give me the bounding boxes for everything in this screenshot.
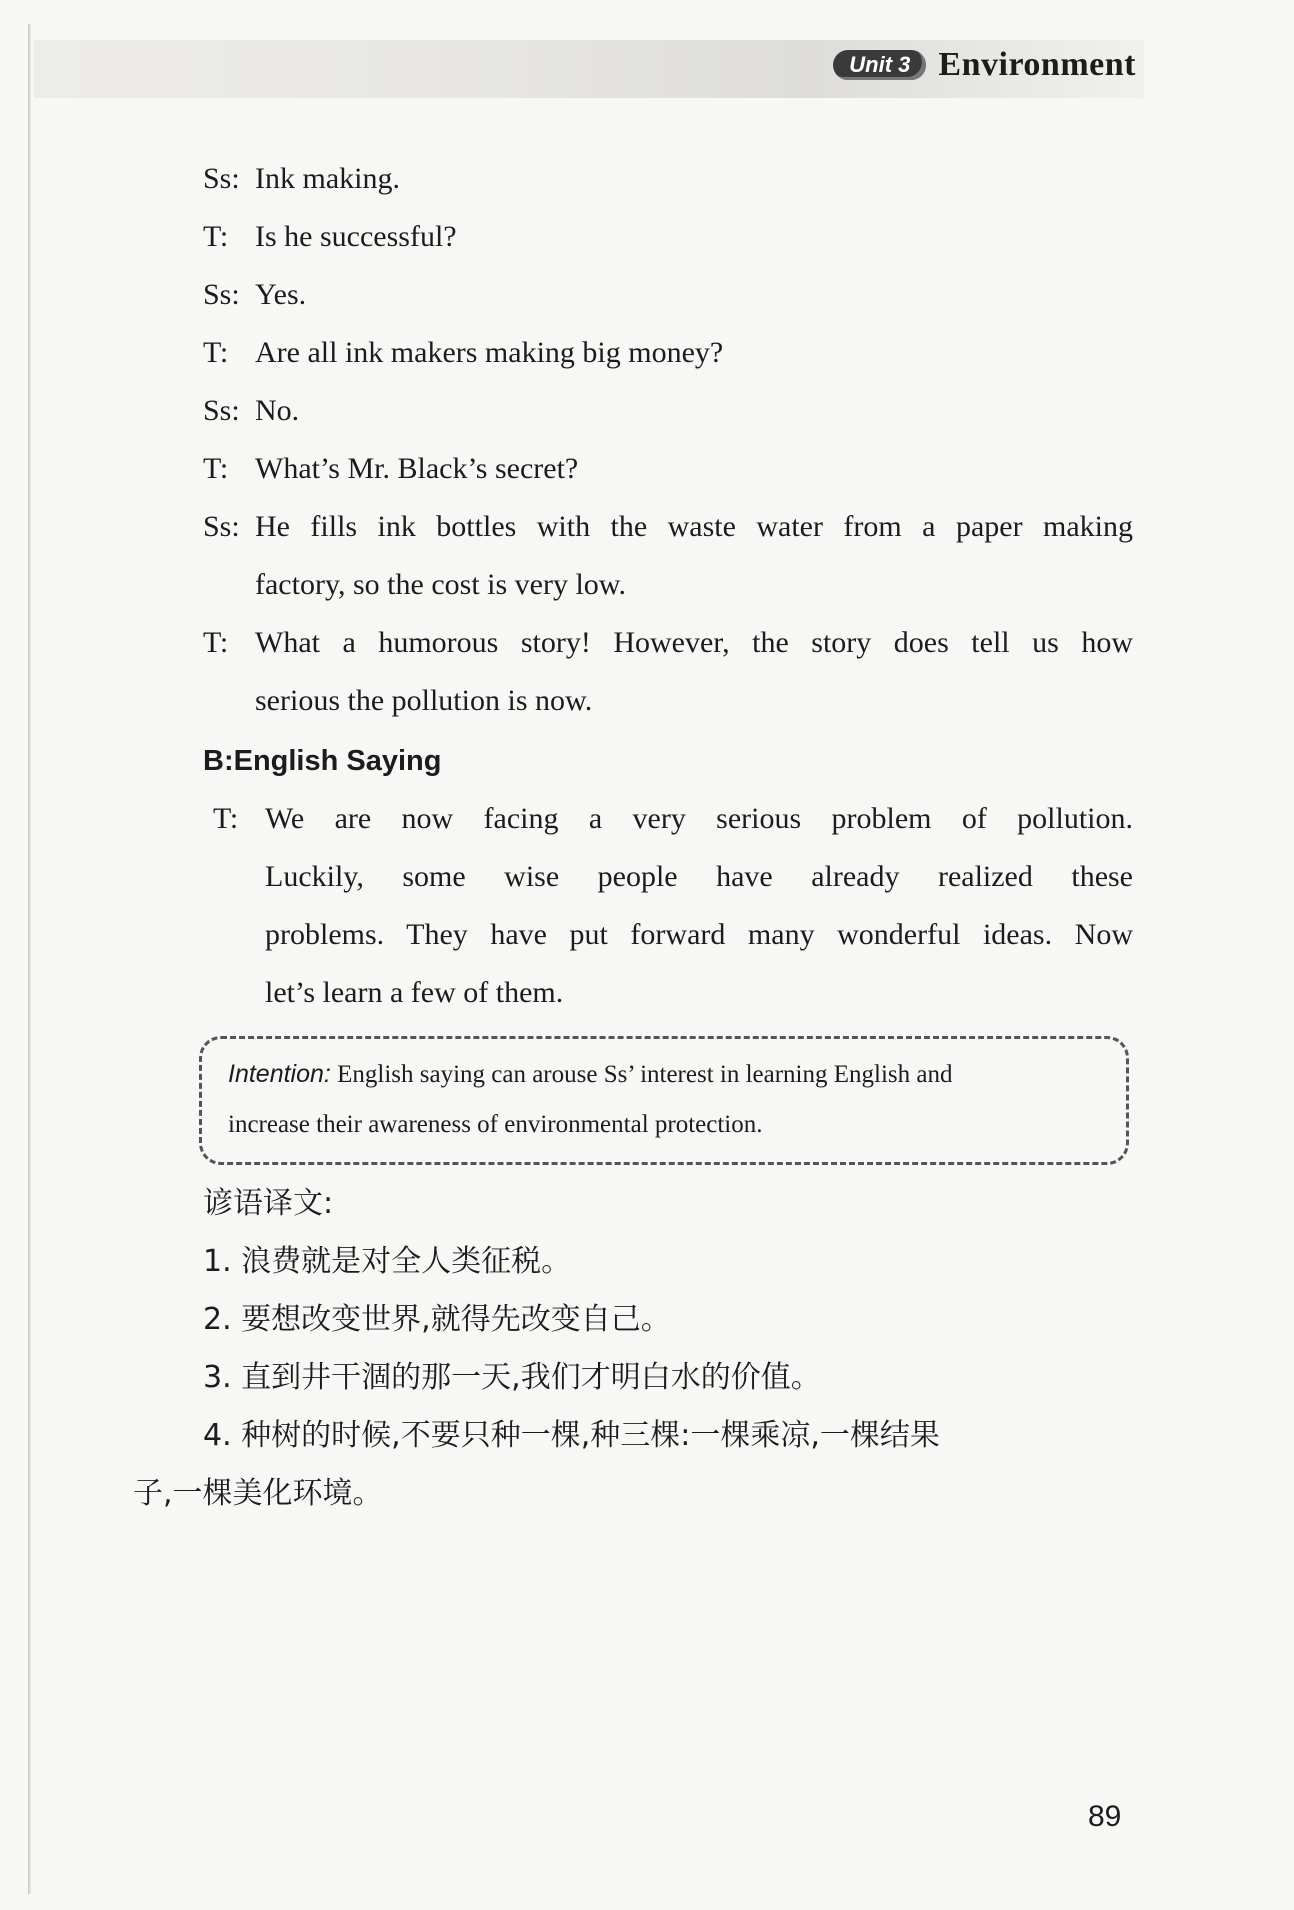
dialogue-line bbox=[203, 208, 1133, 266]
page-edge bbox=[28, 24, 31, 1894]
speaker: Ss: bbox=[203, 510, 240, 543]
intention-box bbox=[199, 1036, 1129, 1165]
intention-line bbox=[228, 1049, 1100, 1100]
speaker: T: bbox=[203, 336, 229, 369]
utterance: We are now facing a very serious problem of pollution. bbox=[265, 802, 1133, 835]
dialogue-line bbox=[213, 790, 1133, 848]
utterance: No. bbox=[255, 394, 300, 427]
translation-item: 2. 要想改变世界,就得先改变自己。 bbox=[203, 1302, 671, 1337]
translation-block bbox=[133, 1175, 1133, 1523]
speaker: T: bbox=[203, 220, 229, 253]
utterance-continued: serious the pollution is now. bbox=[255, 684, 593, 717]
page-content bbox=[133, 150, 1133, 1523]
dialogue-line bbox=[203, 266, 1133, 324]
page-number: 89 bbox=[1088, 1800, 1122, 1833]
utterance: He fills ink bottles with the waste water from a paper making bbox=[255, 510, 1133, 543]
utterance: What a humorous story! However, the story does tell us how bbox=[255, 626, 1133, 659]
translation-item: 4. 种树的时候,不要只种一棵,种三棵:一棵乘凉,一棵结果 bbox=[203, 1418, 940, 1453]
utterance-continued: Luckily, some wise people have already realized these bbox=[265, 860, 1133, 893]
translation-item-continued: 子,一棵美化环境。 bbox=[133, 1476, 383, 1511]
speaker: Ss: bbox=[203, 278, 240, 311]
dialogue-line bbox=[203, 150, 1133, 208]
utterance-continued: problems. They have put forward many wonderful ideas. Now bbox=[265, 918, 1133, 951]
dialogue-a bbox=[203, 150, 1133, 730]
dialogue-line bbox=[203, 440, 1133, 498]
section-b-paragraph bbox=[203, 790, 1133, 1022]
dialogue-line bbox=[203, 324, 1133, 382]
speaker: T: bbox=[203, 452, 229, 485]
unit-badge: Unit 3 bbox=[833, 50, 926, 80]
speaker: T: bbox=[203, 626, 229, 659]
speaker: Ss: bbox=[203, 394, 240, 427]
translation-item: 3. 直到井干涸的那一天,我们才明白水的价值。 bbox=[203, 1360, 821, 1395]
utterance: Yes. bbox=[255, 278, 307, 311]
dialogue-line bbox=[203, 614, 1133, 672]
utterance: Is he successful? bbox=[255, 220, 457, 253]
utterance: Ink making. bbox=[255, 162, 400, 195]
speaker: T: bbox=[213, 802, 239, 835]
running-header bbox=[833, 46, 1136, 84]
utterance-continued: factory, so the cost is very low. bbox=[255, 568, 627, 601]
utterance-continued: let’s learn a few of them. bbox=[265, 976, 564, 1009]
utterance: What’s Mr. Black’s secret? bbox=[255, 452, 579, 485]
translation-item: 1. 浪费就是对全人类征税。 bbox=[203, 1244, 572, 1279]
intention-label: Intention: bbox=[228, 1060, 331, 1088]
section-b-heading: B:English Saying bbox=[203, 745, 442, 777]
translation-heading: 谚语译文: bbox=[203, 1186, 334, 1221]
utterance: Are all ink makers making big money? bbox=[255, 336, 724, 369]
intention-text: English saying can arouse Ss’ interest in learning English and bbox=[337, 1061, 953, 1088]
dialogue-line bbox=[203, 382, 1133, 440]
speaker: Ss: bbox=[203, 162, 240, 195]
dialogue-line bbox=[203, 498, 1133, 556]
intention-text: increase their awareness of environmental protection. bbox=[228, 1111, 763, 1138]
unit-title: Environment bbox=[938, 46, 1136, 83]
